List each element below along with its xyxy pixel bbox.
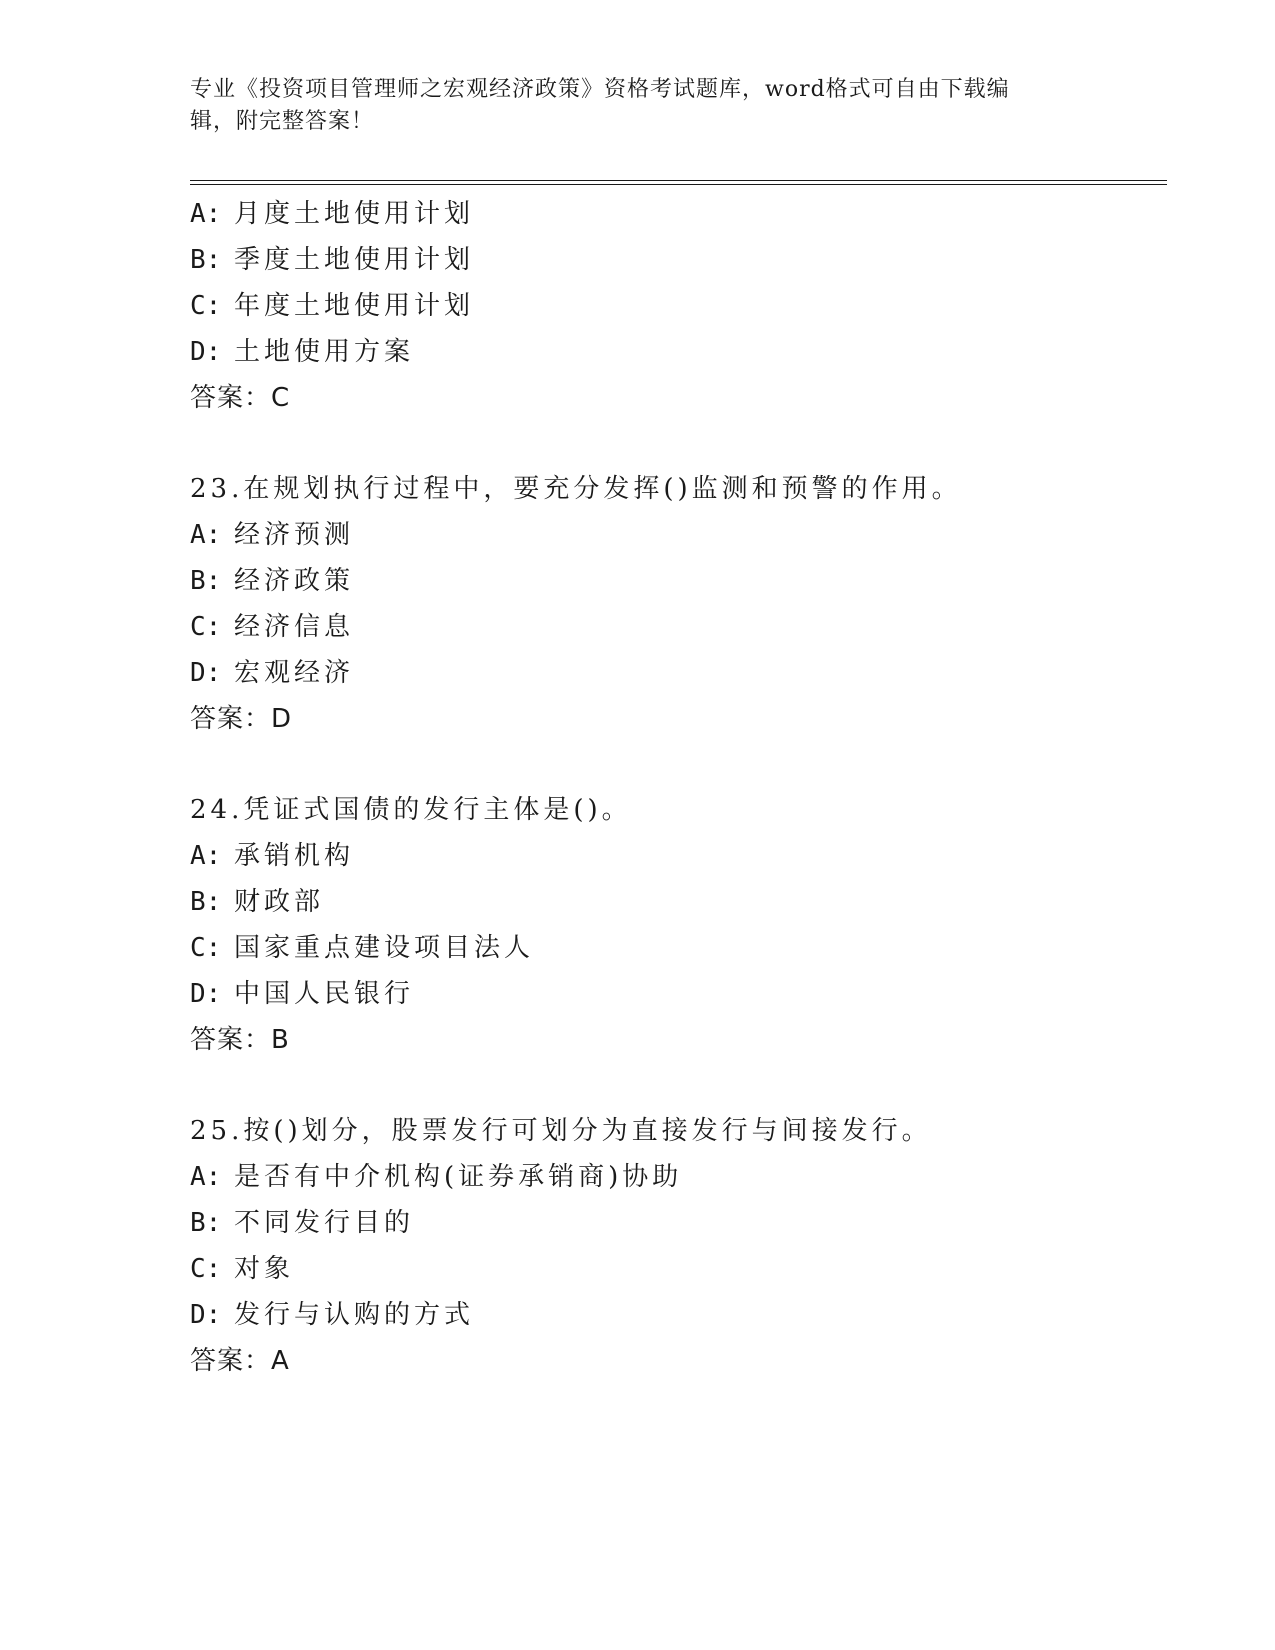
question-block-22	[190, 191, 1170, 421]
option-c	[190, 1246, 1170, 1292]
spacer	[190, 742, 1170, 787]
option-text: 对象	[234, 1254, 295, 1284]
option-a	[190, 833, 1170, 879]
option-c	[190, 925, 1170, 971]
option-d	[190, 329, 1170, 375]
option-tag: B:	[190, 887, 222, 917]
question-block-24	[190, 787, 1170, 1063]
option-text: 经济信息	[234, 612, 355, 642]
option-d	[190, 1292, 1170, 1338]
header-line-1: 专业《投资项目管理师之宏观经济政策》资格考试题库，word格式可自由下载编	[190, 77, 1010, 102]
option-text: 是否有中介机构(证券承销商)协助	[234, 1162, 683, 1192]
spacer	[190, 1063, 1170, 1108]
option-text: 国家重点建设项目法人	[234, 933, 535, 963]
option-a	[190, 1154, 1170, 1200]
option-tag: D:	[190, 658, 222, 688]
option-b	[190, 237, 1170, 283]
option-b	[190, 879, 1170, 925]
option-tag: A:	[190, 199, 222, 229]
question-text: 24.凭证式国债的发行主体是()。	[190, 795, 632, 825]
option-text: 宏观经济	[234, 658, 355, 688]
option-c	[190, 283, 1170, 329]
option-tag: C:	[190, 1254, 222, 1284]
option-a	[190, 191, 1170, 237]
option-tag: D:	[190, 1300, 222, 1330]
option-b	[190, 1200, 1170, 1246]
answer-line: 答案：B	[190, 1025, 290, 1055]
option-tag: A:	[190, 841, 222, 871]
option-text: 承销机构	[234, 841, 355, 871]
option-text: 经济政策	[234, 566, 355, 596]
option-text: 发行与认购的方式	[234, 1300, 475, 1330]
document-header	[190, 74, 1090, 138]
option-text: 不同发行目的	[234, 1208, 415, 1238]
answer-line: 答案：D	[190, 704, 293, 734]
answer-line: 答案：C	[190, 383, 291, 413]
spacer	[190, 421, 1170, 466]
option-text: 经济预测	[234, 520, 355, 550]
option-tag: C:	[190, 291, 222, 321]
option-b	[190, 558, 1170, 604]
option-tag: C:	[190, 933, 222, 963]
option-text: 财政部	[234, 887, 325, 917]
question-text: 25.按()划分，股票发行可划分为直接发行与间接发行。	[190, 1116, 932, 1146]
option-tag: B:	[190, 245, 222, 275]
option-tag: B:	[190, 566, 222, 596]
option-text: 中国人民银行	[234, 979, 415, 1009]
option-tag: D:	[190, 337, 222, 367]
answer-line: 答案：A	[190, 1346, 290, 1376]
header-line-2: 辑，附完整答案！	[190, 109, 375, 134]
option-tag: A:	[190, 520, 222, 550]
header-divider-top	[190, 180, 1167, 181]
option-a	[190, 512, 1170, 558]
option-d	[190, 971, 1170, 1017]
question-list	[190, 191, 1170, 1384]
option-text: 土地使用方案	[234, 337, 415, 367]
option-text: 年度土地使用计划	[234, 291, 475, 321]
option-c	[190, 604, 1170, 650]
option-tag: B:	[190, 1208, 222, 1238]
option-tag: C:	[190, 612, 222, 642]
option-tag: A:	[190, 1162, 222, 1192]
question-block-25	[190, 1108, 1170, 1384]
option-text: 月度土地使用计划	[234, 199, 475, 229]
option-text: 季度土地使用计划	[234, 245, 475, 275]
header-divider-bottom	[190, 184, 1167, 185]
question-text: 23.在规划执行过程中，要充分发挥()监测和预警的作用。	[190, 474, 962, 504]
option-tag: D:	[190, 979, 222, 1009]
question-block-23	[190, 466, 1170, 742]
option-d	[190, 650, 1170, 696]
